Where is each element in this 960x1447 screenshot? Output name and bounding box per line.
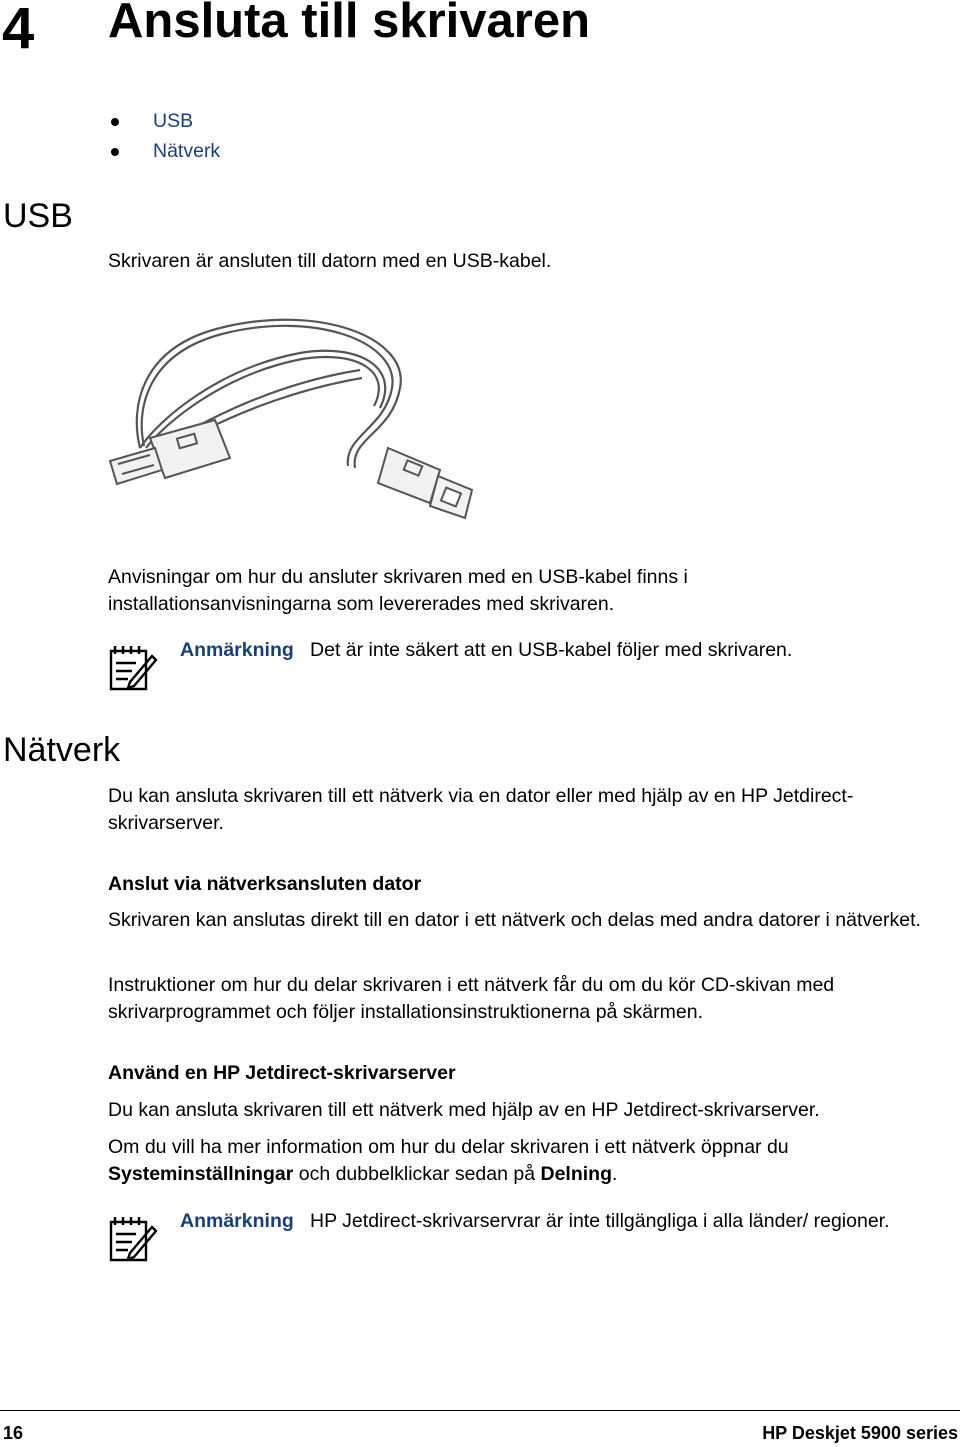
network-intro: Du kan ansluta skrivaren till ett nätverk via en dator eller med hjälp av en HP Jetdirect-skrivarserver. [108,785,854,834]
footer-page-number: 16 [3,1423,24,1443]
note-label: Anmärkning [180,1210,294,1232]
footer-product: HP Deskjet 5900 series [762,1423,958,1443]
delning-term: Delning [540,1163,612,1185]
subheading-computer: Anslut via nätverksansluten dator [108,873,422,895]
jetdirect-paragraph-2 [108,1134,938,1188]
toc-link-natverk[interactable]: Nätverk [153,140,221,162]
jetdirect-p2-text-2: och dubbelklickar sedan på [293,1163,541,1185]
chapter-toc [108,106,220,166]
note-pad-icon [106,642,158,694]
section-heading-usb: USB [3,197,73,235]
usb-note [180,637,940,664]
note-label: Anmärkning [180,639,294,661]
chapter-title: Ansluta till skrivaren [108,0,591,48]
network-note [180,1208,910,1235]
toc-item-natverk[interactable] [108,136,220,166]
section-heading-natverk: Nätverk [3,731,121,769]
subheading-jetdirect: Använd en HP Jetdirect-skrivarserver [108,1062,456,1084]
jetdirect-p2-text-1: Om du vill ha mer information om hur du delar skrivaren i ett nätverk öppnar du [108,1136,789,1158]
usb-cable-illustration [100,298,490,528]
jetdirect-p2-text-3: . [611,1163,618,1185]
note-pad-icon [106,1213,158,1265]
usb-intro: Skrivaren är ansluten till datorn med en USB-kabel. [108,250,552,272]
note-text: HP Jetdirect-skrivarservrar är inte tillgängliga i alla länder/ regioner. [310,1210,890,1232]
note-text: Det är inte säkert att en USB-kabel följer med skrivaren. [310,639,793,661]
chapter-number: 4 [2,0,35,61]
computer-paragraph-2: Instruktioner om hur du delar skrivaren i ett nätverk får du om du kör CD-skivan med skrivarprogrammet och följer installationsinstruktionerna på skärmen. [108,974,835,1023]
toc-link-usb[interactable]: USB [153,110,194,132]
toc-item-usb[interactable] [108,106,220,136]
usb-instructions: Anvisningar om hur du ansluter skrivaren med en USB-kabel finns i installationsanvisningarna som levererades med skrivaren. [108,566,688,615]
computer-paragraph-1: Skrivaren kan anslutas direkt till en dator i ett nätverk och delas med andra datorer i nätverket. [108,909,921,931]
systeminstallningar-term: Systeminställningar [108,1163,294,1185]
footer-rule [0,1410,960,1411]
jetdirect-paragraph-1: Du kan ansluta skrivaren till ett nätverk med hjälp av en HP Jetdirect-skrivarserver. [108,1099,820,1121]
